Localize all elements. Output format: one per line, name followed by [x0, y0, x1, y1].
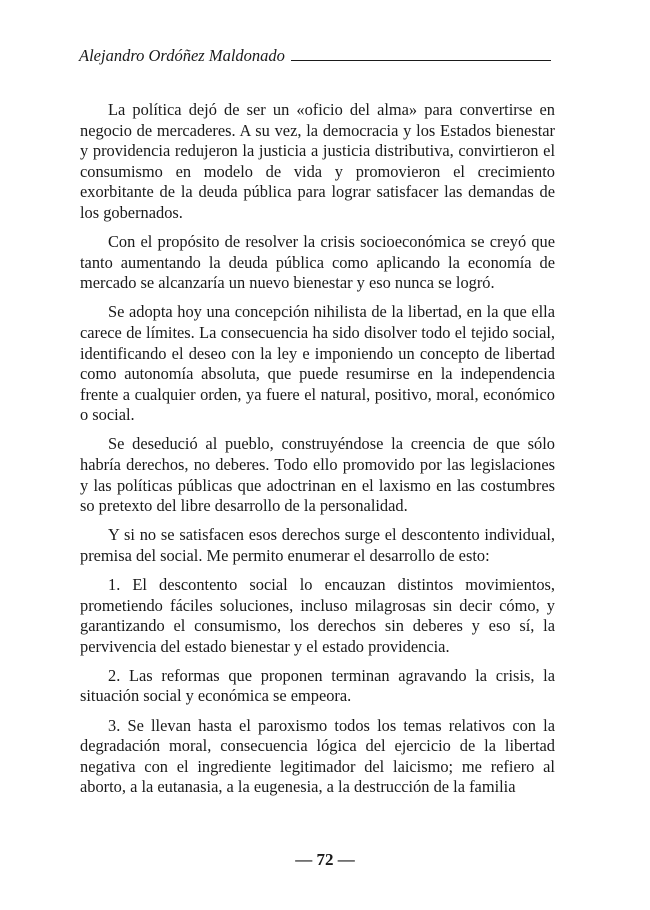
list-item-2: 2. Las reformas que proponen terminan agravando la crisis, la situación social y económica se empeora. — [80, 665, 555, 706]
paragraph-4: Se desedució al pueblo, construyéndose la creencia de que sólo habría derechos, no deberes. Todo ello promovido por las legislaciones y las políticas públicas que adoctrinan en el laxismo en las costumbres so pretexto del libre desarrollo de la personalidad. — [80, 434, 555, 516]
paragraph-3: Se adopta hoy una concepción nihilista de la libertad, en la que ella carece de límites. La consecuencia ha sido disolver todo el tejido social, identificando el deseo con la ley e imponiendo un concepto de libertad como autonomía absoluta, que puede resumirse en la independencia frente a cualquier orden, ya fuere el natural, positivo, moral, económico o social. — [80, 302, 555, 425]
body-text — [80, 100, 555, 806]
list-item-3: 3. Se llevan hasta el paroxismo todos los temas relativos con la degradación moral, consecuencia lógica del ejercicio de la libertad negativa con el ingrediente legitimador del laicismo; me refiero al aborto, a la eutanasia, a la eugenesia, a la destrucción de la familia — [80, 715, 555, 797]
header-author: Alejandro Ordóñez Maldonado — [79, 45, 285, 65]
header-rule — [291, 60, 551, 61]
list-item-1: 1. El descontento social lo encauzan distintos movimientos, prometiendo fáciles soluciones, incluso milagrosas sin decir cómo, y garantizando el consumismo, los derechos sin deberes y eso sí, la pervivencia del estado bienestar y el estado providencia. — [80, 574, 555, 656]
page-number: — 72 — — [295, 850, 355, 869]
paragraph-2: Con el propósito de resolver la crisis socioeconómica se creyó que tanto aumentando la deuda pública como aplicando la economía de mercado se alcanzaría un nuevo bienestar y eso nunca se logró. — [80, 232, 555, 293]
running-header — [79, 40, 551, 64]
paragraph-1: La política dejó de ser un «oficio del alma» para convertirse en negocio de mercaderes. A su vez, la democracia y los Estados bienestar y providencia redujeron la justicia a justicia distributiva, convirtieron el consumismo en modelo de vida y promovieron el crecimiento exorbitante de la deuda pública para lograr satisfacer las demandas de los gobernados. — [80, 100, 555, 222]
paragraph-5: Y si no se satisfacen esos derechos surge el descontento individual, premisa del social. Me permito enumerar el desarrollo de esto: — [80, 525, 555, 565]
